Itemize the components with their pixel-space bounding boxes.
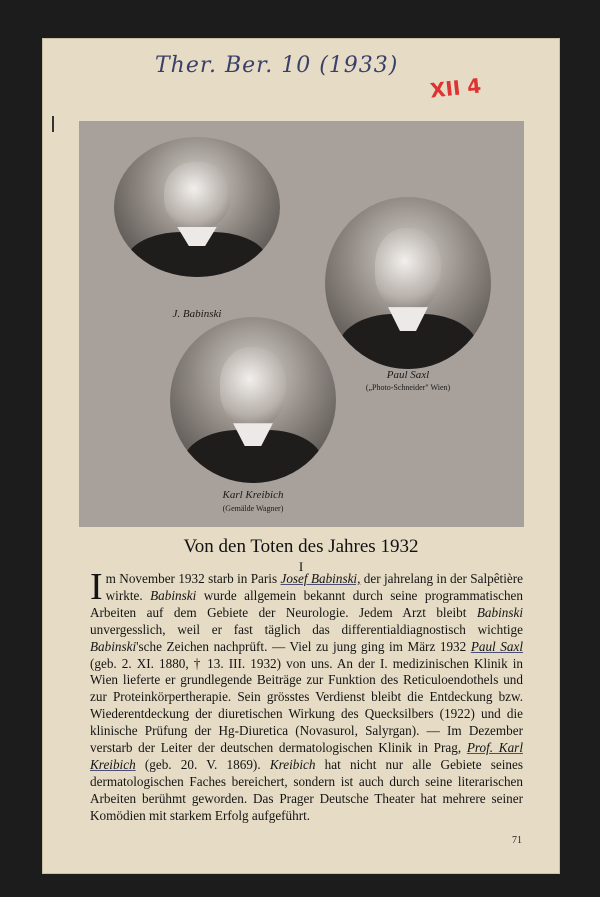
- article-page: [42, 38, 560, 874]
- face-shape: [164, 162, 230, 229]
- article-body: Im November 1932 starb in Paris Josef Babinski, der jahrelang in der Salpêtière wirkte. Babinski wurde allgemein bekannt durch seine programmatischen Arbeiten auf dem Gebiete der Neurologie. Jedem Arzt bleibt Babinski unvergesslich, weil er fast täglich das differentialdiagnostisch wichtige Babinski'sche Zeichen nachprüft. — Viel zu jung ging im März 1932 Paul Saxl (geb. 2. XI. 1880, † 13. III. 1932) von uns. An der I. medizinischen Klinik in Wien lieferte er grundlegende Beiträge zur Funktion des Reticuloendothels und zur Proteinkörpertherapie. Sein grösstes Verdienst bleibt die Entdeckung bzw. Wiederentdeckung der diuretischen Wirkung des Quecksilbers (1922) und die klinische Prüfung der Hg-Diuretica (Novasurol, Salyrgan). — Im Dezember verstarb der Leiter der deutschen dermatologischen Klinik in Prag, Prof. Karl Kreibich (geb. 20. V. 1869). Kreibich hat nicht nur alle Gebiete seines dermatologischen Faches bereichert, sondern ist auch durch seine literarischen Arbeiten berühmt geworden. Das Prager Deutsche Theater hat mehrere seiner Komödien mit starkem Erfolg aufgeführt.: [90, 566, 523, 823]
- page-number: 71: [512, 835, 522, 846]
- article-title: Von den Toten des Jahres 1932: [183, 536, 419, 557]
- portrait-saxl: [325, 197, 491, 369]
- caption-babinski: J. Babinski: [172, 308, 222, 320]
- drop-cap: I: [90, 566, 103, 608]
- caption-kreibich: Karl Kreibich: [222, 489, 284, 501]
- portrait-panel: [79, 121, 524, 527]
- handwritten-reference: Ther. Ber. 10 (1933): [155, 53, 399, 78]
- caption-saxl: Paul Saxl: [386, 369, 430, 381]
- section-number: I: [298, 559, 304, 574]
- margin-tick: [52, 116, 54, 132]
- portrait-kreibich: [170, 317, 336, 483]
- credit-kreibich: (Gemälde Wagner): [222, 504, 284, 513]
- credit-saxl: („Photo-Schneider" Wien): [365, 383, 451, 392]
- red-pencil-mark: XII 4: [428, 73, 483, 103]
- face-shape: [375, 228, 441, 311]
- face-shape: [220, 347, 286, 427]
- portrait-babinski: [114, 137, 280, 277]
